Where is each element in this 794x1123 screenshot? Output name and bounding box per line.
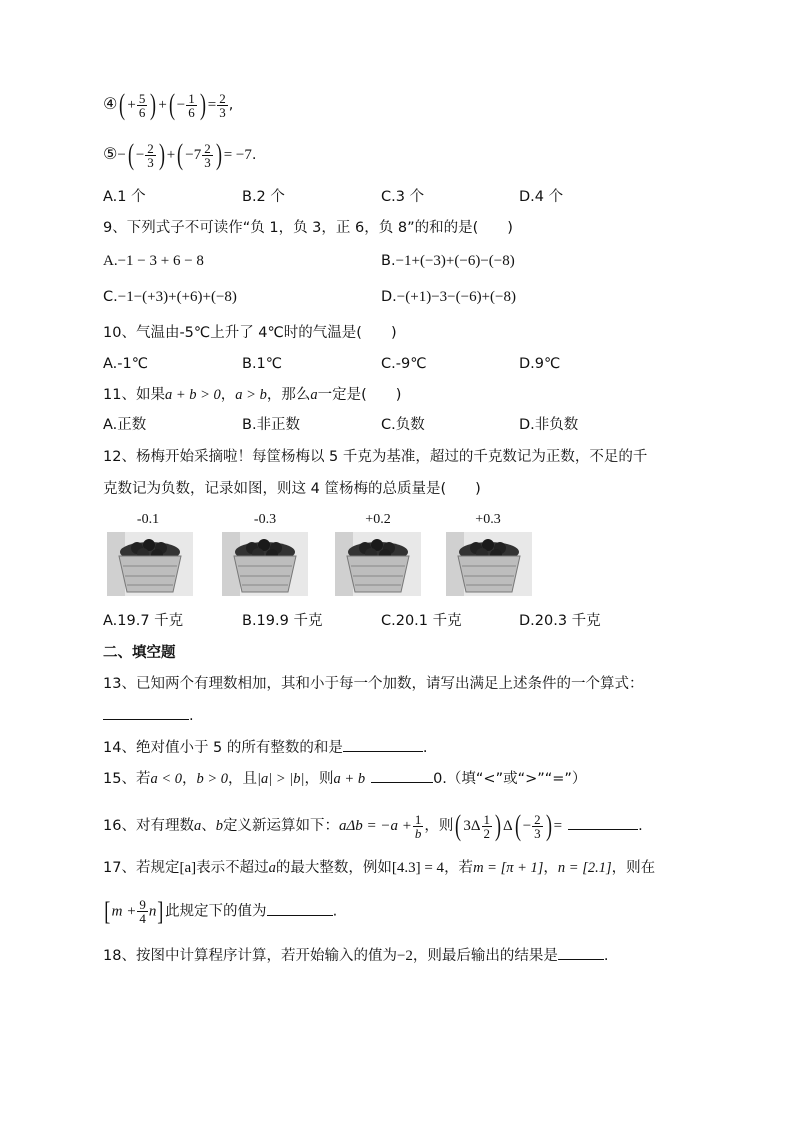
q8-option-c[interactable]: C.3 个 xyxy=(381,189,425,205)
q10-option-d[interactable]: D.9℃ xyxy=(519,356,561,372)
item-number: ④ xyxy=(103,94,118,113)
q9-option-d[interactable]: D.−(+1)−3−(−6)+(−8) xyxy=(381,289,516,305)
fraction: $\frac{2}{3}$ xyxy=(147,140,154,170)
answer-blank[interactable] xyxy=(568,813,638,830)
basket-label-3: +0.2 xyxy=(365,512,391,527)
q11-option-a[interactable]: A.正数 xyxy=(103,417,147,433)
q12-option-d[interactable]: D.20.3 千克 xyxy=(519,613,601,629)
q10-option-b[interactable]: B.1℃ xyxy=(242,356,283,372)
q12-line1: 12、杨梅开始采摘啦！每筐杨梅以 5 千克为基准，超过的千克数记为正数，不足的千 xyxy=(103,449,648,465)
fraction: $\frac{2}{3}$ xyxy=(204,140,211,170)
basket-label-2: -0.3 xyxy=(253,512,277,527)
q9-option-a[interactable]: A.−1 − 3 + 6 − 8 xyxy=(103,253,204,269)
q14-stem: 14、绝对值小于 5 的所有整数的和是 . xyxy=(103,735,428,758)
answer-blank[interactable] xyxy=(343,735,423,752)
q9-option-c[interactable]: C.−1−(+3)+(+6)+(−8) xyxy=(103,289,237,305)
q10-stem: 10、气温由-5℃上升了 4℃时的气温是( ) xyxy=(103,325,397,341)
answer-blank[interactable] xyxy=(267,899,333,916)
basket-image-4 xyxy=(446,532,532,596)
answer-blank[interactable] xyxy=(371,766,433,783)
q12-option-b[interactable]: B.19.9 千克 xyxy=(242,613,323,629)
q8-item4: ④( + $\frac{5}{6}$ ) +( − $\frac{1}{6}$ ) = $\frac{2}{3}$ , xyxy=(103,88,234,121)
q17-line1: 17、若规定[a]表示不超过a的最大整数，例如[4.3] = 4，若m = [π + 1]，n = [2.1]，则在 xyxy=(103,860,656,876)
fraction: $\frac{5}{6}$ xyxy=(138,90,146,120)
q18-stem: 18、按图中计算程序计算，若开始输入的值为−2，则最后输出的结果是 . xyxy=(103,943,609,966)
fraction: $\frac{9}{4}$ xyxy=(139,897,146,926)
q8-option-b[interactable]: B.2 个 xyxy=(242,189,285,205)
fraction: $\frac{2}{3}$ xyxy=(219,90,226,120)
basket-image-2 xyxy=(222,532,308,596)
q10-option-a[interactable]: A.-1℃ xyxy=(103,356,149,372)
answer-blank[interactable] xyxy=(103,703,189,720)
q11-stem: 11、如果a + b > 0，a > b，那么a一定是( ) xyxy=(103,387,402,403)
fraction: $\frac{2}{3}$ xyxy=(534,811,541,841)
q11-option-d[interactable]: D.非负数 xyxy=(519,417,579,433)
answer-blank[interactable] xyxy=(558,943,604,960)
q16-stem: 16、对有理数a、b定义新运算如下：aΔb = −a + $\frac{1}{b}$ ，则( 3Δ $\frac{1}{2}$ ) Δ( − $\frac{2}{3}$ ) = . xyxy=(103,809,643,842)
q17-line2: [m + $\frac{9}{4}$ n]此规定下的值为 . xyxy=(104,896,338,926)
section-heading: 二、填空题 xyxy=(103,645,176,661)
fraction: $\frac{1}{2}$ xyxy=(483,811,491,841)
basket-label-1: -0.1 xyxy=(136,512,160,527)
q11-option-c[interactable]: C.负数 xyxy=(381,417,425,433)
fraction: $\frac{1}{6}$ xyxy=(188,90,195,120)
q15-stem: 15、若a < 0，b > 0，且|a| > |b|，则a + b 0.（填“<”或“>”“=”） xyxy=(103,766,586,789)
item-number: ⑤ xyxy=(103,144,118,163)
q11-option-b[interactable]: B.非正数 xyxy=(242,417,301,433)
q12-option-c[interactable]: C.20.1 千克 xyxy=(381,613,462,629)
q9-option-b[interactable]: B.−1+(−3)+(−6)−(−8) xyxy=(381,253,515,269)
q12-option-a[interactable]: A.19.7 千克 xyxy=(103,613,184,629)
basket-label-4: +0.3 xyxy=(475,512,501,527)
q10-option-c[interactable]: C.-9℃ xyxy=(381,356,427,372)
q9-stem: 9、下列式子不可读作“负 1，负 3，正 6，负 8”的和的是( ) xyxy=(103,220,513,236)
q13-stem: 13、已知两个有理数相加，其和小于每一个加数，请写出满足上述条件的一个算式： xyxy=(103,676,644,692)
basket-image-1 xyxy=(107,532,193,596)
q12-line2: 克数记为负数，记录如图，则这 4 筐杨梅的总质量是( ) xyxy=(103,481,481,497)
fraction: $\frac{1}{b}$ xyxy=(414,811,422,841)
basket-image-3 xyxy=(335,532,421,596)
q13-answer-line: . xyxy=(103,703,194,726)
q8-option-d[interactable]: D.4 个 xyxy=(519,189,564,205)
q8-item5: ⑤−( − $\frac{2}{3}$ ) +( −7 $\frac{2}{3}$ ) = −7. xyxy=(103,138,257,171)
q8-option-a[interactable]: A.1 个 xyxy=(103,189,146,205)
